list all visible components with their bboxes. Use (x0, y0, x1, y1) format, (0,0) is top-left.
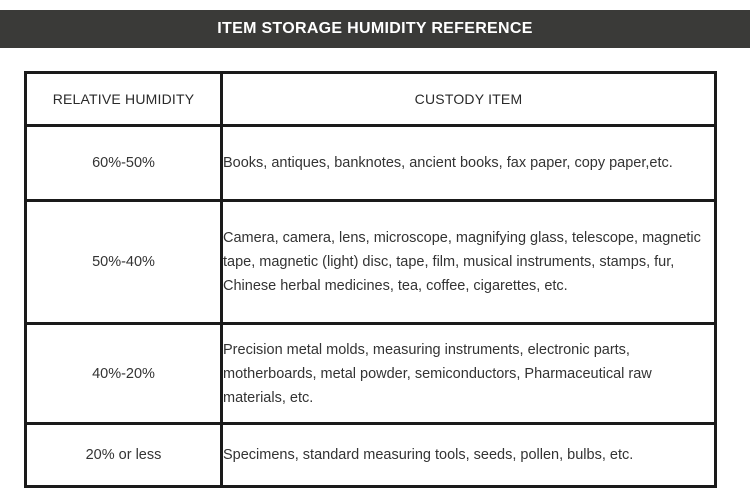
humidity-cell: 60%-50% (26, 126, 222, 201)
table-row (26, 324, 716, 424)
humidity-cell: 20% or less (26, 424, 222, 487)
humidity-cell: 40%-20% (26, 324, 222, 424)
table-header-row (26, 73, 716, 126)
table-row (26, 201, 716, 324)
column-header-relative-humidity: RELATIVE HUMIDITY (26, 73, 222, 126)
custody-item-cell: Specimens, standard measuring tools, seeds, pollen, bulbs, etc. (222, 424, 716, 487)
custody-item-cell: Camera, camera, lens, microscope, magnifying glass, telescope, magnetic tape, magnetic (light) disc, tape, film, musical instruments, stamps, fur, Chinese herbal medicines, tea, coffee, cigarettes, etc. (222, 201, 716, 324)
column-header-custody-item: CUSTODY ITEM (222, 73, 716, 126)
title-banner (0, 10, 750, 48)
custody-item-cell: Precision metal molds, measuring instruments, electronic parts, motherboards, metal powder, semiconductors, Pharmaceutical raw materials, etc. (222, 324, 716, 424)
humidity-cell: 50%-40% (26, 201, 222, 324)
humidity-reference-table (24, 71, 717, 488)
page-title: ITEM STORAGE HUMIDITY REFERENCE (217, 20, 533, 37)
table-row (26, 126, 716, 201)
table-row (26, 424, 716, 487)
custody-item-cell: Books, antiques, banknotes, ancient books, fax paper, copy paper,etc. (222, 126, 716, 201)
